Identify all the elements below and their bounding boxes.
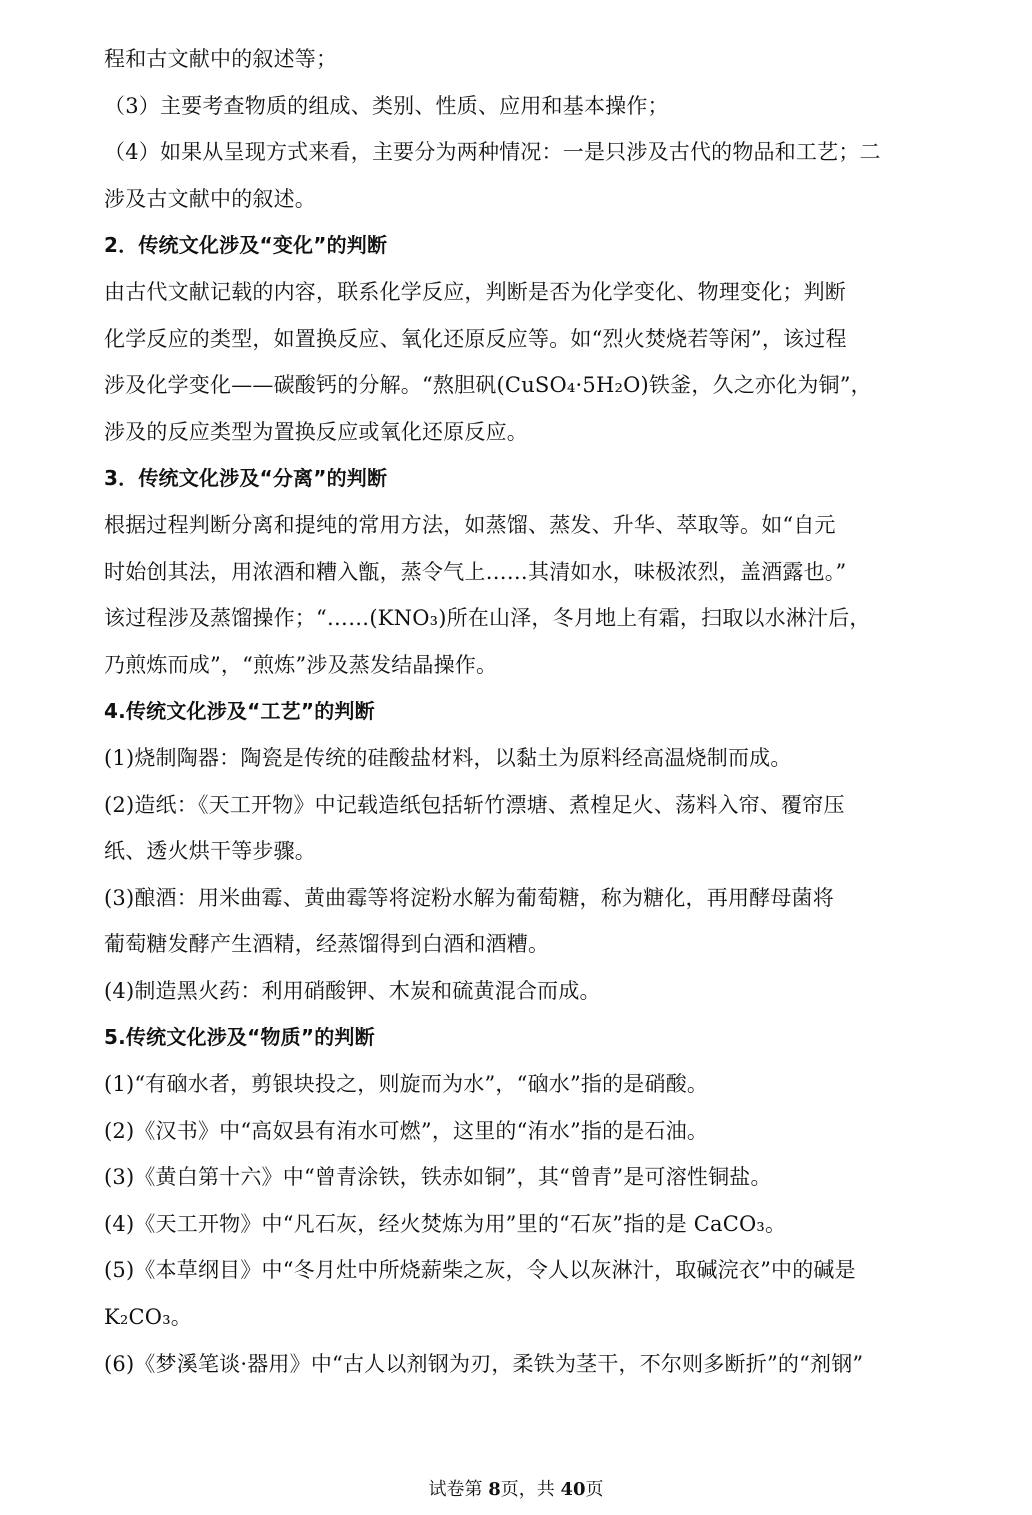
footer-suffix: 页 [585, 1479, 604, 1500]
text-line: （4）如果从呈现方式来看，主要分为两种情况：一是只涉及古代的物品和工艺；二 [104, 140, 881, 165]
footer-middle: 页，共 [500, 1479, 561, 1500]
section-heading: 3．传统文化涉及“分离”的判断 [104, 466, 388, 491]
text-line: (1)烧制陶器：陶瓷是传统的硅酸盐材料，以黏土为原料经高温烧制而成。 [104, 745, 792, 770]
text-line: (5)《本草纲目》中“冬月灶中所烧薪柴之灰，令人以灰淋汁，取碱浣衣”中的碱是 [104, 1258, 856, 1283]
text-line: (2)造纸：《天工开物》中记载造纸包括斩竹漂塘、煮楻足火、荡料入帘、覆帘压 [104, 792, 845, 817]
text-line: 时始创其法，用浓酒和糟入甑，蒸令气上……其清如水，味极浓烈，盖酒露也。” [104, 559, 847, 584]
section-heading: 4.传统文化涉及“工艺”的判断 [104, 699, 375, 724]
text-line: 涉及古文献中的叙述。 [104, 186, 316, 211]
section-heading: 2．传统文化涉及“变化”的判断 [104, 233, 388, 258]
text-line: （3）主要考查物质的组成、类别、性质、应用和基本操作； [104, 93, 669, 118]
text-line: (1)“有硇水者，剪银块投之，则旋而为水”，“硇水”指的是硝酸。 [104, 1072, 709, 1097]
footer-total-pages: 40 [560, 1479, 586, 1500]
text-line: 涉及化学变化——碳酸钙的分解。“熬胆矾(CuSO₄·5H₂O)铁釜，久之亦化为铜”， [104, 373, 872, 398]
text-line: 程和古文献中的叙述等； [104, 47, 338, 71]
text-line: (6)《梦溪笔谈·器用》中“古人以剂钢为刃，柔铁为茎干，不尔则多断折”的“剂钢” [104, 1351, 864, 1376]
text-line: (4)《天工开物》中“凡石灰，经火焚炼为用”里的“石灰”指的是 CaCO₃。 [104, 1211, 787, 1236]
text-line: 由古代文献记载的内容，联系化学反应，判断是否为化学变化、物理变化；判断 [104, 279, 846, 304]
text-line: 葡萄糖发酵产生酒精，经蒸馏得到白酒和酒糟。 [104, 932, 550, 957]
text-line: 化学反应的类型，如置换反应、氧化还原反应等。如“烈火焚烧若等闲”，该过程 [104, 326, 847, 351]
text-line: 乃煎炼而成”，“煎炼”涉及蒸发结晶操作。 [104, 652, 498, 677]
text-line: 根据过程判断分离和提纯的常用方法，如蒸馏、蒸发、升华、萃取等。如“自元 [104, 512, 836, 537]
text-line: 纸、透火烘干等步骤。 [104, 839, 316, 864]
page-footer [0, 1478, 1032, 1502]
text-line: K₂CO₃。 [104, 1305, 193, 1330]
document-body [104, 36, 924, 1387]
text-line: 该过程涉及蒸馏操作；“……(KNO₃)所在山泽，冬月地上有霜，扫取以水淋汁后， [104, 606, 871, 631]
footer-page-number: 8 [488, 1479, 501, 1500]
text-line: 涉及的反应类型为置换反应或氧化还原反应。 [104, 419, 528, 444]
text-line: (4)制造黑火药：利用硝酸钾、木炭和硫黄混合而成。 [104, 978, 601, 1003]
section-heading: 5.传统文化涉及“物质”的判断 [104, 1025, 375, 1050]
text-line: (3)酿酒：用米曲霉、黄曲霉等将淀粉水解为葡萄糖，称为糖化，再用酵母菌将 [104, 885, 834, 910]
text-line: (2)《汉书》中“高奴县有洧水可燃”，这里的“洧水”指的是石油。 [104, 1118, 709, 1143]
text-line: (3)《黄白第十六》中“曾青涂铁，铁赤如铜”，其“曾青”是可溶性铜盐。 [104, 1165, 772, 1190]
footer-prefix: 试卷第 [428, 1479, 489, 1500]
